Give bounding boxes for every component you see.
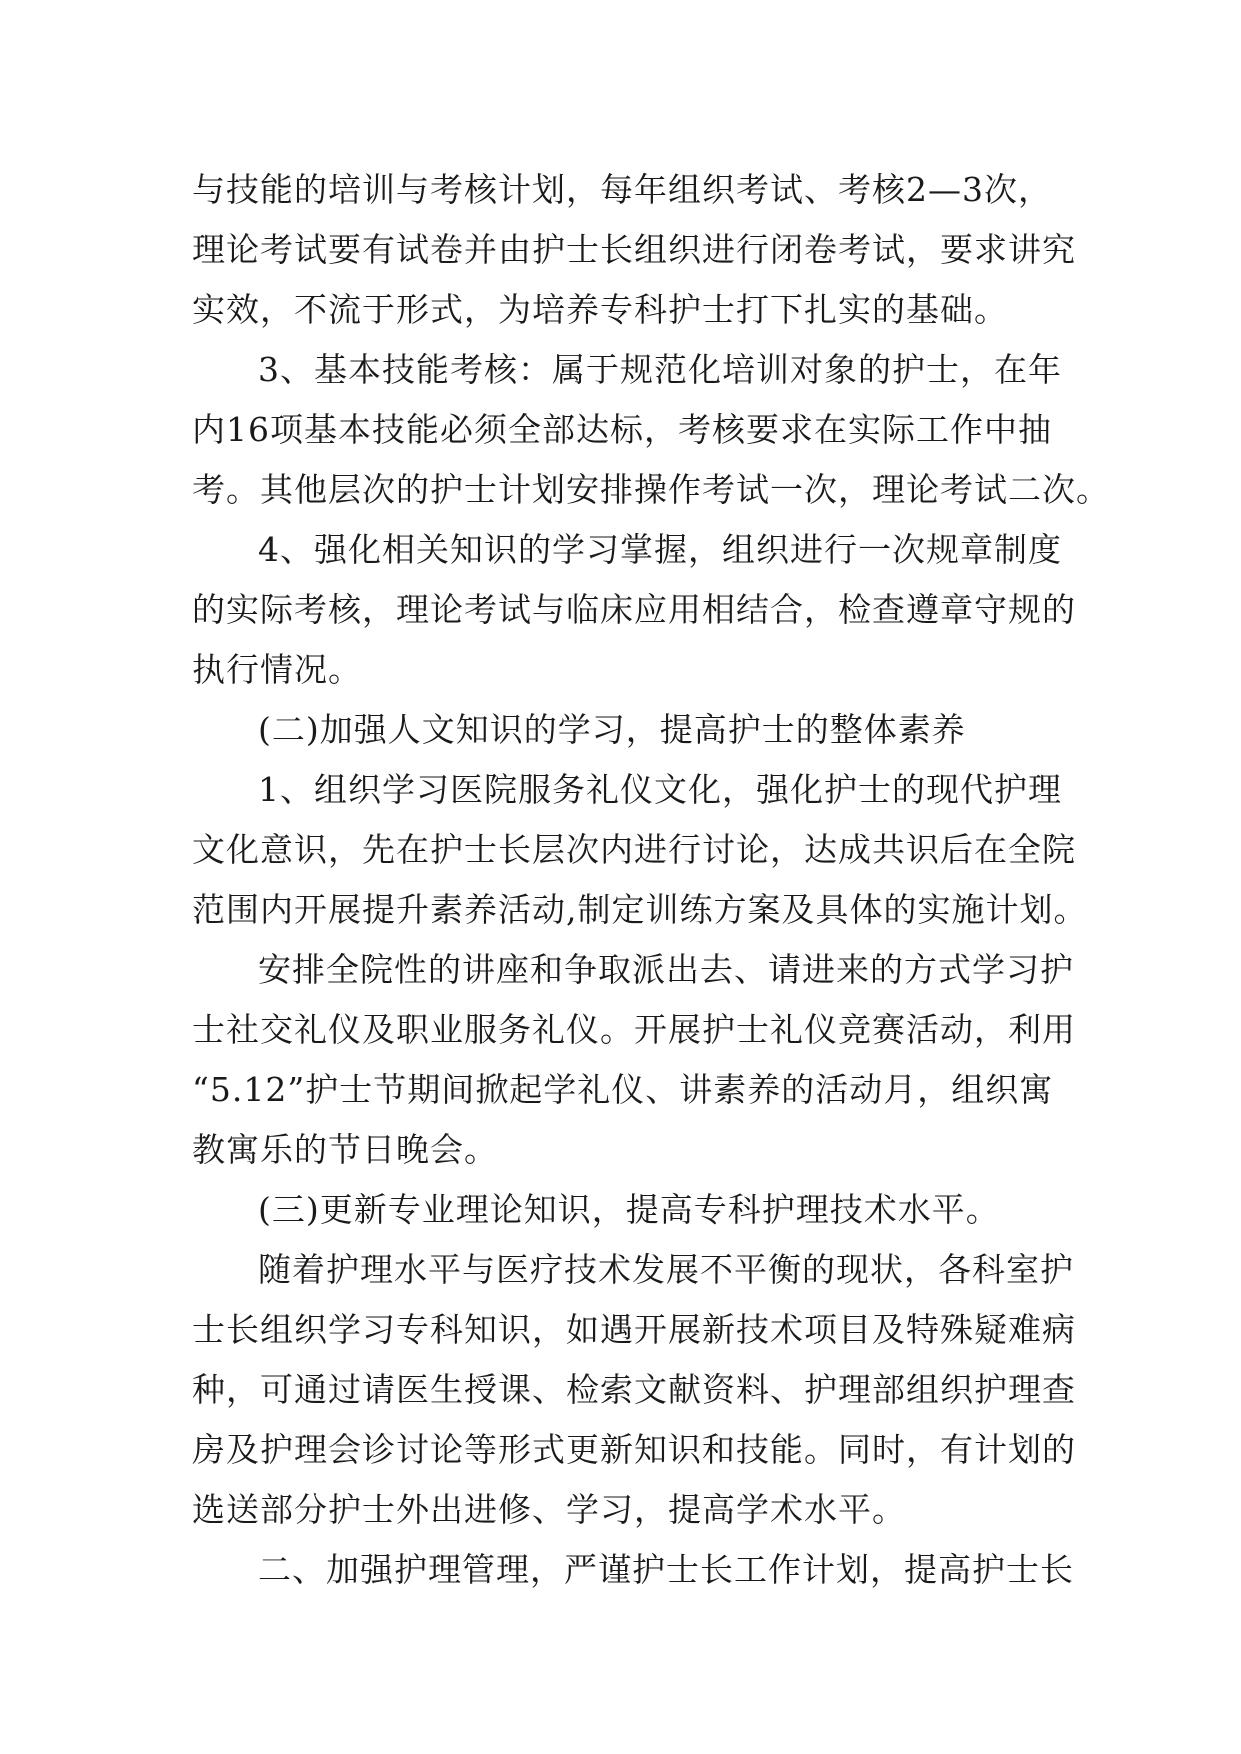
text-line: 4、强化相关知识的学习掌握，组织进行一次规章制度 bbox=[258, 530, 1062, 569]
text-line: 执行情况。 bbox=[192, 650, 362, 689]
text-line: 理论考试要有试卷并由护士长组织进行闭卷考试，要求讲究 bbox=[192, 230, 1076, 269]
text-line: 房及护理会诊讨论等形式更新知识和技能。同时，有计划的 bbox=[192, 1430, 1076, 1469]
text-line: 实效，不流于形式，为培养专科护士打下扎实的基础。 bbox=[192, 290, 1008, 329]
text-line: 文化意识，先在护士长层次内进行讨论，达成共识后在全院 bbox=[192, 830, 1076, 869]
text-line: “5.12”护士节期间掀起学礼仪、讲素养的活动月，组织寓 bbox=[192, 1070, 1054, 1109]
body-text bbox=[192, 160, 1110, 1600]
text-line: 1、组织学习医院服务礼仪文化，强化护士的现代护理 bbox=[258, 770, 1062, 809]
text-line: 考。其他层次的护士计划安排操作考试一次，理论考试二次。 bbox=[192, 470, 1110, 509]
text-line: 随着护理水平与医疗技术发展不平衡的现状，各科室护 bbox=[258, 1250, 1074, 1289]
text-line: 范围内开展提升素养活动,制定训练方案及具体的实施计划。 bbox=[192, 890, 1088, 929]
text-line: 选送部分护士外出进修、学习，提高学术水平。 bbox=[192, 1490, 906, 1529]
text-line: (三)更新专业理论知识，提高专科护理技术水平。 bbox=[258, 1190, 1000, 1229]
text-line: 安排全院性的讲座和争取派出去、请进来的方式学习护 bbox=[258, 950, 1074, 989]
text-line: 士社交礼仪及职业服务礼仪。开展护士礼仪竞赛活动，利用 bbox=[192, 1010, 1076, 1049]
text-line: 内16项基本技能必须全部达标，考核要求在实际工作中抽 bbox=[192, 410, 1052, 449]
text-line: 种，可通过请医生授课、检索文献资料、护理部组织护理查 bbox=[192, 1370, 1076, 1409]
text-line: (二)加强人文知识的学习，提高护士的整体素养 bbox=[258, 710, 966, 749]
text-line: 3、基本技能考核：属于规范化培训对象的护士，在年 bbox=[258, 350, 1062, 389]
text-line: 与技能的培训与考核计划，每年组织考试、考核2—3次， bbox=[192, 170, 1052, 209]
text-line: 士长组织学习专科知识，如遇开展新技术项目及特殊疑难病 bbox=[192, 1310, 1076, 1349]
text-line: 教寓乐的节日晚会。 bbox=[192, 1130, 498, 1169]
text-line: 二、加强护理管理，严谨护士长工作计划，提高护士长 bbox=[258, 1550, 1074, 1589]
text-line: 的实际考核，理论考试与临床应用相结合，检查遵章守规的 bbox=[192, 590, 1076, 629]
